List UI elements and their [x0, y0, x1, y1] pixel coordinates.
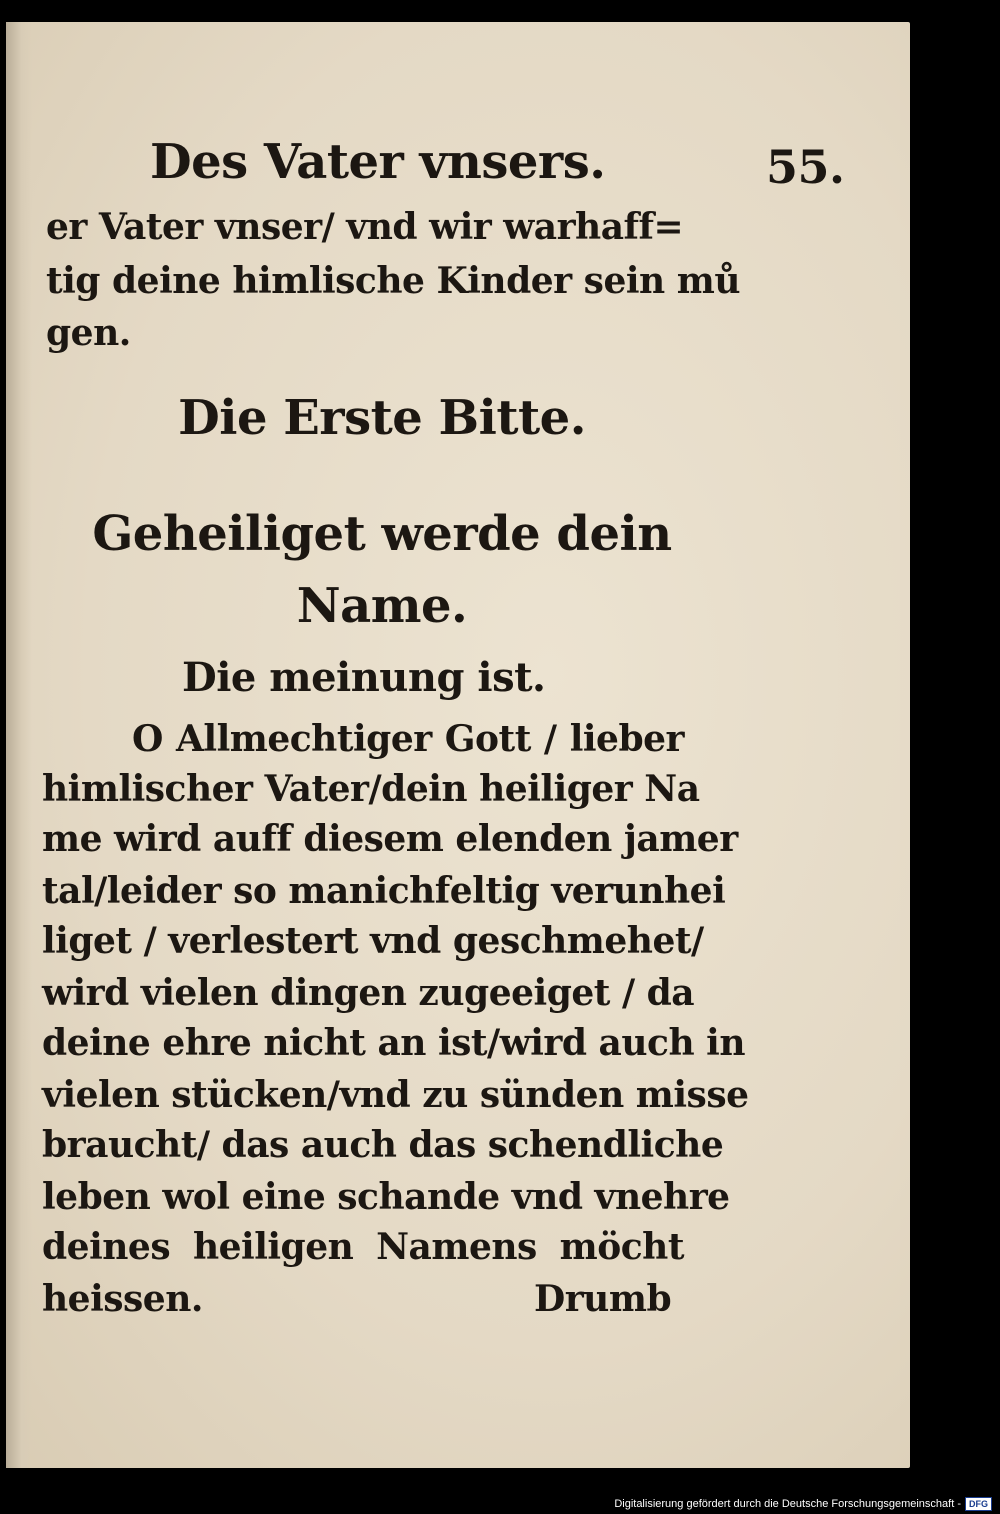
page-number: 55.	[766, 140, 845, 194]
subheading: Die meinung ist.	[182, 654, 546, 701]
book-page	[6, 22, 910, 1468]
prayer-heading-line: Geheiliget werde dein	[92, 506, 672, 562]
text-line: O Allmechtiger Gott / lieber	[132, 718, 684, 760]
text-line: wird vielen dingen zugeeiget / da	[42, 972, 695, 1014]
catchword: Drumb	[534, 1278, 672, 1320]
text-line: leben wol eine schande vnd vnehre	[42, 1176, 730, 1218]
text-line: himlischer Vater/dein heiliger Na	[42, 768, 700, 810]
text-line: braucht/ das auch das schendliche	[42, 1124, 724, 1166]
text-line: tig deine himlische Kinder sein mů	[46, 260, 740, 302]
text-line: er Vater vnser/ vnd wir warhaff=	[46, 206, 684, 248]
text-line: vielen stücken/vnd zu sünden misse	[42, 1074, 749, 1116]
text-line: me wird auff diesem elenden jamer	[42, 818, 738, 860]
page-gutter-shadow	[6, 22, 32, 1468]
prayer-heading-line: Name.	[296, 578, 468, 634]
text-line: deines heiligen Namens möcht	[42, 1226, 684, 1268]
dfg-logo: DFG	[965, 1497, 992, 1511]
text-line: liget / verlestert vnd geschmehet/	[42, 920, 704, 962]
text-line: deine ehre nicht an ist/wird auch in	[42, 1022, 746, 1064]
digitization-credit	[614, 1496, 992, 1512]
text-line: heissen.	[42, 1278, 203, 1320]
running-head: Des Vater vnsers.	[150, 134, 606, 190]
credit-text: Digitalisierung gefördert durch die Deutsche Forschungsgemeinschaft -	[614, 1498, 961, 1510]
text-line: gen.	[46, 312, 131, 354]
section-heading: Die Erste Bitte.	[178, 390, 586, 446]
text-line: tal/leider so manichfeltig verunhei	[42, 870, 726, 912]
